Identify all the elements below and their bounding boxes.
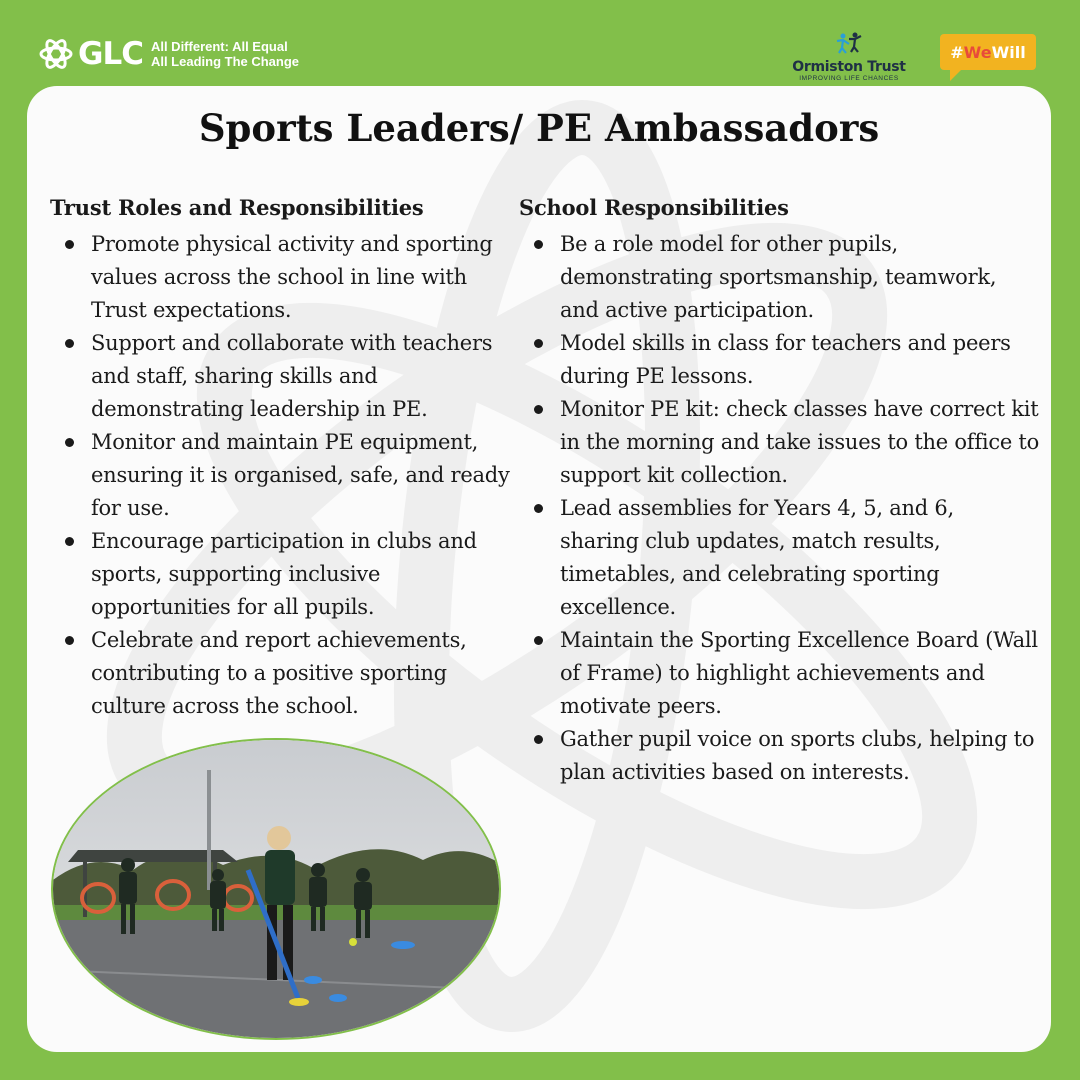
list-item: Monitor PE kit: check classes have correct kit in the morning and take issues to the office to support kit collection.: [519, 393, 1039, 492]
hashtag-badge: [940, 34, 1036, 70]
speech-tail-icon: [950, 69, 962, 81]
people-figures-icon: [829, 32, 869, 54]
school-list: [519, 228, 1039, 789]
glc-wordmark: GLC: [78, 35, 143, 72]
content-card: [27, 86, 1051, 1052]
glc-logo: [38, 36, 299, 72]
hashtag-will: Will: [991, 42, 1026, 62]
glc-tagline-line2: All Leading The Change: [150, 54, 300, 69]
glc-tagline-line1: All Different: All Equal: [150, 39, 288, 54]
list-item: Maintain the Sporting Excellence Board (Wall of Frame) to highlight achievements and motivate peers.: [519, 624, 1039, 723]
list-item: Support and collaborate with teachers and staff, sharing skills and demonstrating leadership in PE.: [50, 327, 520, 426]
hashtag-we: We: [963, 42, 992, 62]
list-item: Model skills in class for teachers and peers during PE lessons.: [519, 327, 1039, 393]
list-item: Lead assemblies for Years 4, 5, and 6, sharing club updates, match results, timetables, and celebrating sporting excellence.: [519, 492, 1039, 624]
photo-illustration: [53, 740, 501, 1040]
trust-responsibilities: [50, 194, 520, 723]
glc-tagline: [151, 39, 299, 69]
list-item: Gather pupil voice on sports clubs, helping to plan activities based on interests.: [519, 723, 1039, 789]
list-item: Encourage participation in clubs and sports, supporting inclusive opportunities for all pupils.: [50, 525, 520, 624]
school-heading: School Responsibilities: [519, 195, 789, 220]
hashtag-prefix: #: [950, 42, 964, 62]
glc-star-icon: [38, 36, 74, 72]
list-item: Monitor and maintain PE equipment, ensuring it is organised, safe, and ready for use.: [50, 426, 520, 525]
school-responsibilities: [519, 194, 1039, 789]
list-item: Promote physical activity and sporting values across the school in line with Trust expectations.: [50, 228, 520, 327]
partner-name: Ormiston Trust: [792, 59, 906, 75]
list-item: Celebrate and report achievements, contributing to a positive sporting culture across the school.: [50, 624, 520, 723]
partner-tagline: IMPROVING LIFE CHANCES: [799, 75, 899, 82]
trust-list: [50, 228, 520, 723]
playground-hockey-photo: [51, 738, 501, 1040]
trust-heading: Trust Roles and Responsibilities: [50, 195, 424, 220]
page-title: Sports Leaders/ PE Ambassadors: [198, 106, 880, 150]
list-item: Be a role model for other pupils, demonstrating sportsmanship, teamwork, and active participation.: [519, 228, 1039, 327]
ormiston-trust-logo: [790, 32, 908, 83]
